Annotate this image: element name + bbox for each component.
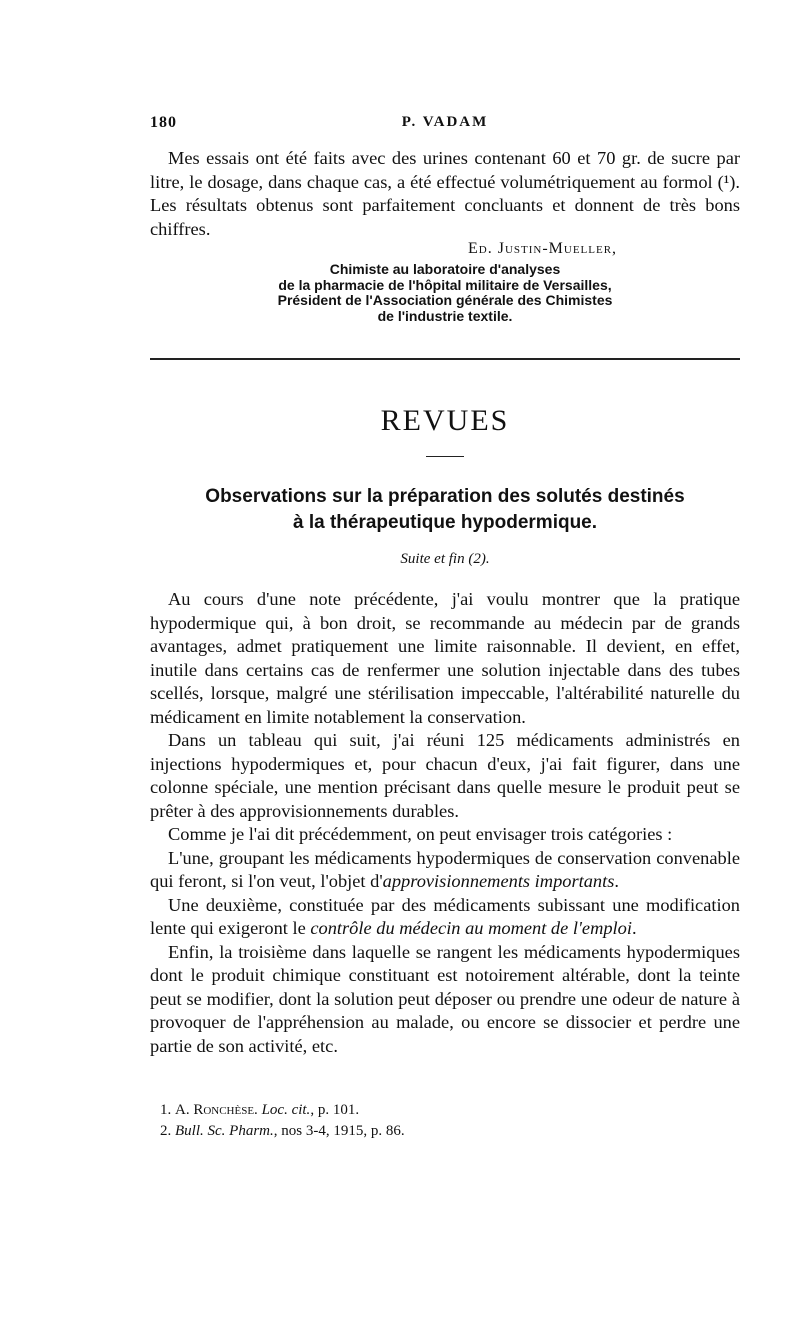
footnote-number: 1. bbox=[160, 1102, 172, 1118]
paragraph-text: . bbox=[614, 871, 620, 891]
paragraph-text: . bbox=[631, 918, 637, 938]
footnote-2 bbox=[150, 1121, 740, 1142]
body-paragraph: Enfin, la troisième dans laquelle se rangent les médicaments hypodermiques dont le produit chimique constituant est notoirement altérable, dont la teinte peut se modifier, dont la solution peut déposer ou prendre une odeur de nature à provoquer de l'appréhension au malade, ou encore se dissocier et perdre une partie de son activité, etc. bbox=[150, 941, 740, 1056]
footnote-journal: Bull. Sc. Pharm. bbox=[175, 1123, 274, 1139]
footnote-details: , nos 3-4, 1915, p. 86. bbox=[273, 1123, 405, 1139]
body-paragraph: Au cours d'une note précédente, j'ai voulu montrer que la pratique hypodermique qui, à bon droit, se recommande au médecin par de grands avantages, admet pratiquement une limite raisonnable. Il devient, en effet, inutile dans certains cas de renfermer une solution injectable dans des tubes scellés, lorsque, malgré une stérilisation impeccable, l'altérabilité naturelle du médicament en limite notablement la conservation. bbox=[150, 589, 740, 727]
affiliation-line: de l'industrie textile. bbox=[377, 307, 513, 324]
article-subtitle: Suite et fin (2). bbox=[400, 551, 490, 567]
body-paragraph bbox=[150, 847, 740, 894]
article-title-line: à la thérapeutique hypodermique. bbox=[292, 512, 598, 533]
footnote-page: , p. 101. bbox=[310, 1102, 360, 1118]
paragraph-text: L'une, groupant les médicaments hypodermiques de conservation convenable qui feront, si l'on veut, l'objet d' bbox=[150, 847, 740, 891]
signature-affiliation bbox=[150, 262, 740, 324]
italic-emphasis: approvisionnements importants bbox=[382, 871, 615, 891]
article-title-line: Observations sur la préparation des solutés destinés bbox=[205, 486, 685, 507]
footnote-author: A. Ronchèse. bbox=[175, 1102, 258, 1118]
intro-paragraph: Mes essais ont été faits avec des urines contenant 60 et 70 gr. de sucre par litre, le dosage, dans chaque cas, a été effectué volumétriquement au formol (¹). Les résultats obtenus sont parfaitement concluants et donnent de très bons chiffres. bbox=[150, 148, 740, 239]
body-paragraph: Dans un tableau qui suit, j'ai réuni 125 médicaments administrés en injections hypodermiques et, pour chacun d'eux, j'ai fait figurer, dans une colonne spéciale, une mention précisant dans quelle mesure le produit peut se prêter à des approvisionnements durables. bbox=[150, 730, 740, 821]
intro-text bbox=[150, 147, 740, 241]
section-title: REVUES bbox=[380, 404, 510, 437]
section-divider bbox=[150, 358, 740, 360]
title-underline bbox=[426, 456, 464, 457]
signature-block bbox=[150, 240, 740, 324]
affiliation-line: de la pharmacie de l'hôpital militaire de Versailles, bbox=[278, 276, 612, 293]
article-body bbox=[150, 588, 740, 1058]
affiliation-line: Président de l'Association générale des Chimistes bbox=[277, 292, 613, 308]
article-title bbox=[150, 484, 740, 536]
page-number: 180 bbox=[150, 114, 177, 131]
body-paragraph: Comme je l'ai dit précédemment, on peut envisager trois catégories : bbox=[168, 824, 673, 844]
body-paragraph bbox=[150, 894, 740, 941]
paragraph-text: Une deuxième, constituée par des médicaments subissant une modification lente qui exigeront le bbox=[150, 894, 740, 938]
footnotes bbox=[150, 1100, 740, 1142]
signature-name: Ed. Justin-Mueller, bbox=[468, 240, 618, 257]
footnote-reference: Loc. cit. bbox=[261, 1102, 311, 1118]
affiliation-line: Chimiste au laboratoire d'analyses bbox=[329, 261, 561, 277]
footnote-1 bbox=[150, 1100, 740, 1121]
footnote-number: 2. bbox=[160, 1123, 172, 1139]
running-author: P. VADAM bbox=[401, 114, 489, 130]
italic-emphasis: contrôle du médecin au moment de l'emploi bbox=[310, 918, 632, 938]
running-header bbox=[150, 114, 740, 136]
